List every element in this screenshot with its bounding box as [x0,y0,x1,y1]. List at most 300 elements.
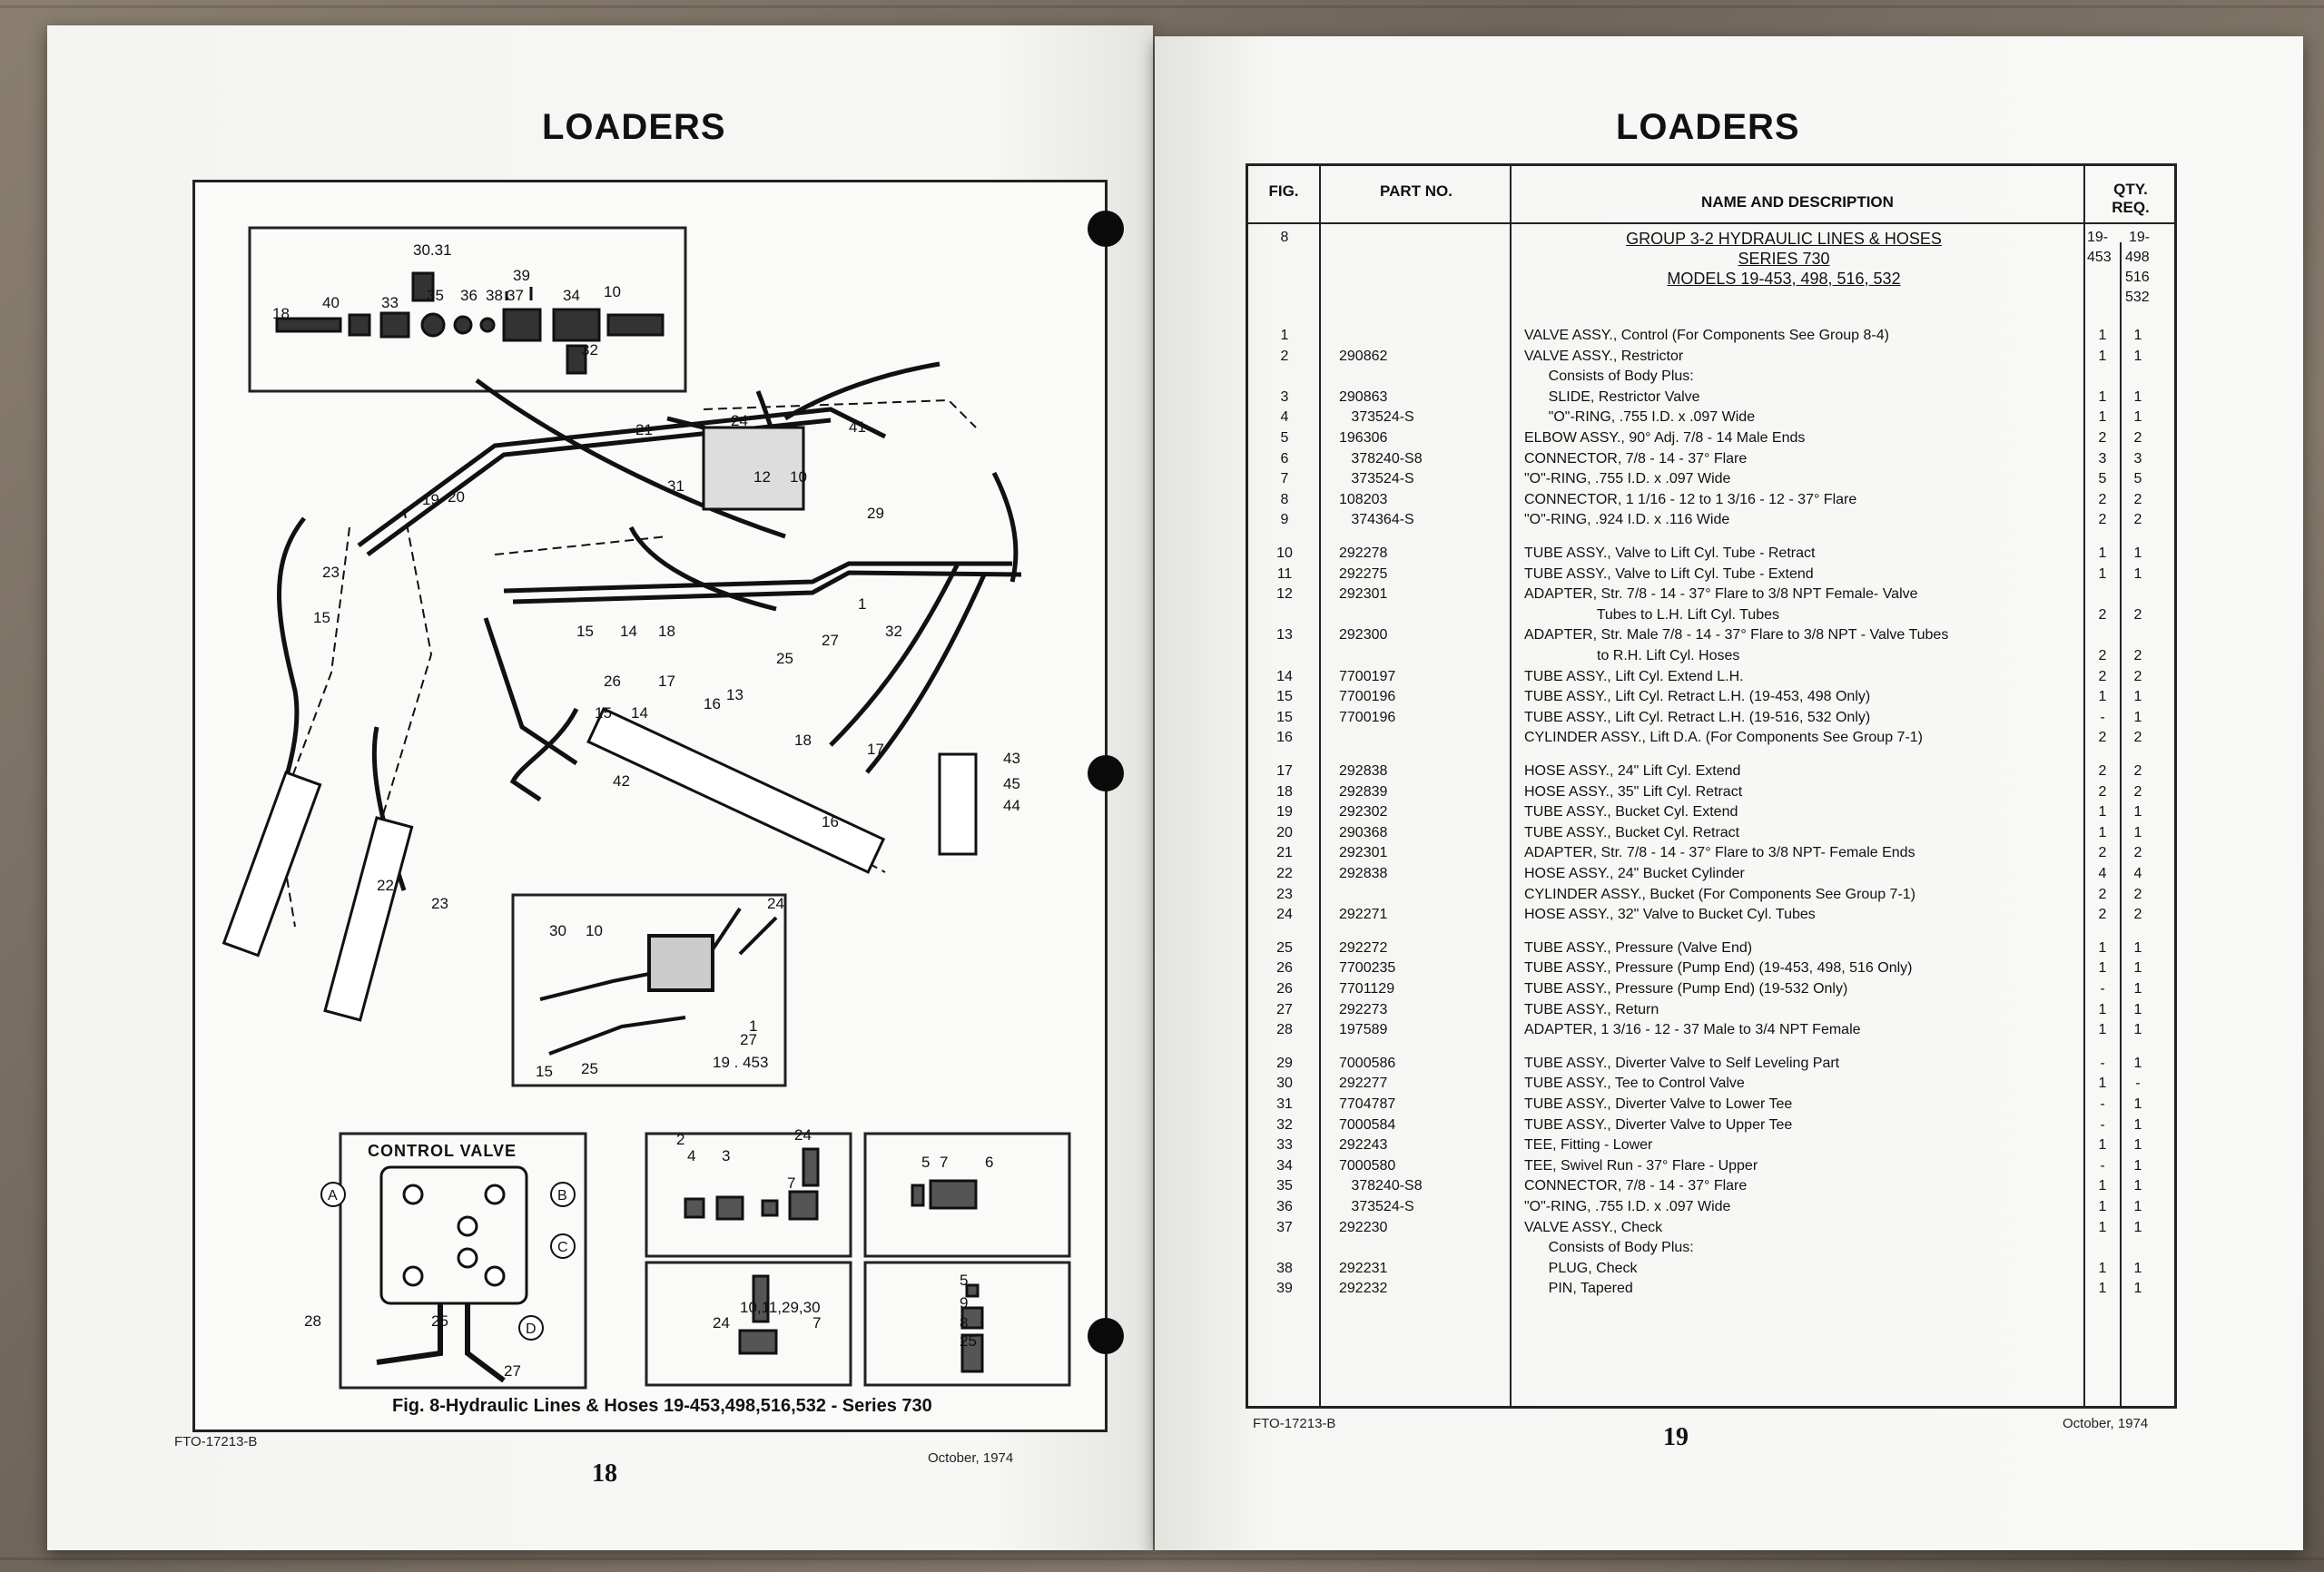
diagram-callout: 23 [431,895,448,912]
row-qty-453: - [2100,709,2105,725]
table-row [1248,1178,2174,1198]
row-part-no: 292301 [1339,586,1388,603]
control-valve-label: CONTROL VALVE [368,1142,517,1160]
row-fig: 15 [1276,689,1293,705]
row-description: HOSE ASSY., 24" Bucket Cylinder [1524,866,1745,881]
row-description: PLUG, Check [1524,1260,1638,1276]
row-qty-453: 2 [2098,763,2107,779]
row-description: ADAPTER, Str. Male 7/8 - 14 - 37° Flare to 3/8 NPT - Valve Tubes [1524,627,1949,644]
row-fig: 22 [1276,866,1293,881]
row-fig: 21 [1276,845,1293,861]
diagram-callout: 33 [381,294,399,311]
hydraulic-hoses [259,364,1021,890]
header-req: REQ. [2112,199,2150,216]
table-row [1248,1281,2174,1301]
row-description: to R.H. Lift Cyl. Hoses [1524,648,1740,663]
row-description: ADAPTER, Str. 7/8 - 14 - 37° Flare to 3/8 NPT- Female Ends [1524,845,1915,861]
row-part-no: 292232 [1339,1281,1388,1297]
group-title: GROUP 3-2 HYDRAULIC LINES & HOSES [1626,230,1942,248]
row-fig: 6 [1280,450,1289,467]
row-description: TUBE ASSY., Lift Cyl. Retract L.H. (19-453, 498 Only) [1524,689,1871,705]
diagram-callout: 34 [563,287,580,304]
row-part-no: 292230 [1339,1219,1388,1235]
table-row [1248,1056,2174,1076]
row-qty-453: - [2100,1055,2105,1071]
left-footer-date: October, 1974 [928,1450,1014,1466]
table-row [1248,907,2174,927]
row-qty-498: 3 [2133,450,2142,467]
row-qty-498: 1 [2133,1219,2142,1235]
row-fig: 26 [1276,981,1293,997]
diagram-callout: 14 [620,623,637,640]
row-description: TUBE ASSY., Tee to Control Valve [1524,1076,1745,1092]
diagram-callout: 1 [749,1017,758,1035]
row-part-no: 373524-S [1339,409,1414,426]
row-description: TUBE ASSY., Bucket Cyl. Retract [1524,824,1740,840]
row-qty-453: 1 [2098,804,2107,820]
row-part-no: 290368 [1339,824,1388,840]
diagram-callout: 15 [536,1063,553,1080]
qty-col2-498: 498 [2125,250,2150,265]
diagram-callout: 7 [940,1154,949,1171]
row-description: TUBE ASSY., Lift Cyl. Retract L.H. (19-516, 532 Only) [1524,709,1871,725]
left-page-number: 18 [592,1459,617,1488]
row-qty-498: 5 [2133,471,2142,487]
row-part-no: 7700196 [1339,709,1396,725]
row-description: Consists of Body Plus: [1524,368,1694,385]
row-qty-498: 2 [2133,730,2142,746]
row-fig: 23 [1276,886,1293,902]
diagram-callout: 24 [767,895,784,912]
row-description: HOSE ASSY., 24" Lift Cyl. Extend [1524,763,1741,779]
diagram-callout: 5 [921,1154,931,1171]
row-qty-498: 1 [2133,1137,2142,1154]
row-part-no: 197589 [1339,1022,1388,1038]
row-fig: 11 [1276,565,1293,582]
row-qty-498: 1 [2133,1116,2142,1133]
diagram-callout: 10 [586,922,603,939]
figure-caption: Fig. 8-Hydraulic Lines & Hoses 19-453,498,516,532 - Series 730 [392,1396,932,1416]
row-fig: 15 [1276,709,1293,725]
row-description: TUBE ASSY., Diverter Valve to Self Leveling Part [1524,1055,1840,1071]
row-part-no: 373524-S [1339,471,1414,487]
row-fig: 13 [1276,627,1293,644]
row-qty-453: 1 [2098,1076,2107,1092]
row-part-no: 292277 [1339,1076,1388,1092]
row-qty-453: 2 [2098,512,2107,528]
row-qty-498: 1 [2133,804,2142,820]
row-fig: 14 [1276,668,1293,684]
table-row [1248,512,2174,532]
row-description: TEE, Fitting - Lower [1524,1137,1653,1154]
table-row [1248,804,2174,824]
binding-hole [1088,1318,1124,1354]
row-part-no: 7701129 [1339,981,1395,997]
row-qty-498: 1 [2133,409,2142,426]
row-description: CONNECTOR, 1 1/16 - 12 to 1 3/16 - 12 - 37° Flare [1524,491,1857,507]
row-qty-498: 2 [2133,907,2142,923]
row-qty-453: 2 [2098,606,2107,623]
diagram-callout: 9 [960,1294,969,1312]
row-qty-498: 1 [2133,1157,2142,1174]
header-part-no: PART NO. [1380,182,1452,200]
right-page-number: 19 [1663,1423,1689,1451]
row-fig: 28 [1276,1022,1293,1038]
table-row [1248,1137,2174,1157]
row-description: HOSE ASSY., 35" Lift Cyl. Retract [1524,783,1743,800]
row-part-no: 290862 [1339,348,1388,364]
table-row [1248,825,2174,845]
diagram-callout: 27 [822,632,839,649]
row-description: SLIDE, Restrictor Valve [1524,388,1700,405]
row-description: TUBE ASSY., Pressure (Pump End) (19-453, 498, 516 Only) [1524,960,1913,977]
row-part-no: 292243 [1339,1137,1388,1154]
row-description: TEE, Swivel Run - 37° Flare - Upper [1524,1157,1758,1174]
row-qty-453: - [2100,1116,2105,1133]
row-qty-498: 4 [2133,866,2142,881]
diagram-callout: 16 [704,695,721,712]
row-qty-453: 2 [2098,907,2107,923]
row-fig: 4 [1280,409,1289,426]
row-fig: 19 [1276,804,1293,820]
hydraulic-lines-diagram [195,182,1110,1435]
row-description: "O"-RING, .755 I.D. x .097 Wide [1524,1199,1731,1214]
diagram-callout: 18 [794,732,812,749]
row-fig: 18 [1276,783,1293,800]
row-qty-453: - [2100,1096,2105,1112]
row-qty-453: 2 [2098,845,2107,861]
row-fig: 12 [1276,586,1293,603]
row-qty-453: 1 [2098,1281,2107,1297]
row-description: CONNECTOR, 7/8 - 14 - 37° Flare [1524,450,1748,467]
row-qty-498: 2 [2133,763,2142,779]
table-row [1248,586,2174,606]
diagram-callout: 12 [753,468,771,486]
row-qty-453: 1 [2098,1137,2107,1154]
detail-box-a [646,1134,851,1256]
row-description: "O"-RING, .924 I.D. x .116 Wide [1524,512,1730,528]
hydraulic-diagram-frame [192,180,1108,1432]
row-qty-498: 1 [2133,960,2142,977]
table-row [1248,784,2174,804]
header-qty: QTY. [2113,181,2148,198]
diagram-callout: 10 [604,283,621,300]
row-part-no: 108203 [1339,491,1388,507]
diagram-callout: 5 [960,1272,969,1289]
row-qty-498: 1 [2133,1001,2142,1017]
row-fig: 38 [1276,1260,1293,1276]
row-description: TUBE ASSY., Valve to Lift Cyl. Tube - Retract [1524,545,1816,561]
diagram-callout: 21 [635,421,653,438]
row-fig: 2 [1280,348,1289,364]
diagram-callout: 25 [776,650,793,667]
row-qty-498: 2 [2133,845,2142,861]
diagram-callout: 10 [790,468,807,486]
row-part-no: 7700235 [1339,960,1396,977]
row-qty-498: 1 [2133,388,2142,405]
row-part-no: 7700197 [1339,668,1396,684]
row-part-no: 7000580 [1339,1157,1396,1174]
table-row [1248,730,2174,750]
row-qty-498: 1 [2133,1022,2142,1038]
row-part-no: 292839 [1339,783,1388,800]
diagram-callout: 14 [631,704,648,722]
row-description: PIN, Tapered [1524,1281,1633,1297]
detail-letter-b: B [557,1188,567,1204]
row-qty-498: 2 [2133,512,2142,528]
table-row [1248,1096,2174,1116]
row-part-no: 292272 [1339,939,1388,956]
table-row [1248,866,2174,886]
table-row [1248,451,2174,471]
detail-letter-d: D [526,1321,537,1337]
detail-letter-a: A [328,1188,338,1204]
row-qty-498: 2 [2133,648,2142,663]
row-qty-498: 1 [2133,348,2142,364]
row-fig: 36 [1276,1199,1293,1214]
row-qty-498: 1 [2133,328,2142,343]
diagram-callout: 45 [1003,775,1020,792]
diagram-callout: 17 [867,741,884,758]
diagram-callout: 13 [726,686,743,703]
table-row [1248,328,2174,348]
diagram-callout: 30.31 [413,241,452,259]
table-row [1248,1199,2174,1219]
row-description: CYLINDER ASSY., Bucket (For Components See Group 7-1) [1524,886,1916,902]
row-fig: 7 [1280,471,1289,487]
row-description: Consists of Body Plus: [1524,1240,1694,1256]
diagram-callout: 1 [858,595,867,613]
diagram-callout: 41 [849,418,866,436]
table-row [1248,430,2174,450]
diagram-callout: 7 [787,1174,796,1192]
row-fig: 26 [1276,960,1293,977]
row-description: TUBE ASSY., Valve to Lift Cyl. Tube - Extend [1524,565,1814,582]
inset-label: 19 . 453 [713,1054,769,1071]
row-description: "O"-RING, .755 I.D. x .097 Wide [1524,409,1756,426]
row-description: TUBE ASSY., Diverter Valve to Lower Tee [1524,1096,1793,1112]
diagram-callout: 22 [377,877,394,894]
row-part-no: 292838 [1339,866,1388,881]
table-row [1248,981,2174,1001]
left-page-title: LOADERS [542,107,726,147]
row-fig: 1 [1280,328,1289,343]
row-qty-498: 1 [2133,981,2142,997]
row-qty-453: 1 [2098,545,2107,561]
row-description: ADAPTER, Str. 7/8 - 14 - 37° Flare to 3/8 NPT Female- Valve [1524,586,1918,603]
diagram-callout: 6 [985,1154,994,1171]
row-qty-498: 2 [2133,430,2142,446]
table-row [1248,1002,2174,1022]
row-description: Tubes to L.H. Lift Cyl. Tubes [1524,606,1779,623]
row-fig: 35 [1276,1178,1293,1194]
right-page [1155,36,2303,1550]
table-row [1248,689,2174,709]
diagram-callout: 43 [1003,750,1020,767]
row-qty-498: 1 [2133,689,2142,705]
row-fig: 16 [1276,730,1293,746]
table-row [1248,471,2174,491]
row-fig: 29 [1276,1055,1293,1071]
diagram-callout: 37 [507,287,524,304]
table-row [1248,648,2174,668]
table-row [1248,940,2174,960]
row-part-no: 292271 [1339,907,1388,923]
row-fig: 27 [1276,1001,1293,1017]
row-qty-498: 1 [2133,1096,2142,1112]
diagram-callout: 35 [427,287,444,304]
table-row [1248,627,2174,647]
row-qty-453: 5 [2098,471,2107,487]
diagram-callout: 8 [960,1314,969,1331]
diagram-callout: 24 [731,412,748,429]
row-qty-498: 1 [2133,565,2142,582]
diagram-callout: 29 [867,505,884,522]
diagram-callout: 25 [960,1332,977,1350]
diagram-callout: 27 [504,1362,521,1380]
table-row [1248,887,2174,907]
diagram-callout: 38 [486,287,503,304]
row-qty-453: - [2100,981,2105,997]
table-row [1248,492,2174,512]
diagram-callout: 10,11,29,30 [740,1299,821,1316]
row-qty-453: 1 [2098,348,2107,364]
row-description: TUBE ASSY., Lift Cyl. Extend L.H. [1524,668,1744,684]
row-qty-453: 1 [2098,1022,2107,1038]
row-qty-498: 1 [2133,709,2142,725]
table-row [1248,607,2174,627]
row-part-no: 292273 [1339,1001,1388,1017]
table-row [1248,409,2174,429]
fittings-inset-box [250,228,685,391]
qty-col1-top: 19- [2087,230,2109,245]
row-part-no: 7704787 [1339,1096,1396,1112]
row-part-no: 290863 [1339,388,1388,405]
row-description: TUBE ASSY., Diverter Valve to Upper Tee [1524,1116,1793,1133]
row-part-no: 7000584 [1339,1116,1396,1133]
detail-letter-c: C [557,1240,568,1255]
row-description: VALVE ASSY., Restrictor [1524,348,1684,364]
row-part-no: 7000586 [1339,1055,1396,1071]
diagram-callout: 30 [549,922,566,939]
row-description: ADAPTER, 1 3/16 - 12 - 37 Male to 3/4 NPT Female [1524,1022,1861,1038]
row-fig: 8 [1280,491,1289,507]
diagram-callout: 28 [304,1312,321,1330]
row-part-no: 292302 [1339,804,1388,820]
table-row [1248,1240,2174,1260]
diagram-callout: 42 [613,772,630,790]
row-qty-453: 1 [2098,1178,2107,1194]
diagram-callout: 2 [676,1131,685,1148]
left-page [47,25,1153,1550]
row-qty-498: 1 [2133,545,2142,561]
diagram-callout: 24 [794,1126,812,1144]
row-qty-453: 3 [2098,450,2107,467]
binding-hole [1088,755,1124,791]
diagram-callout: 26 [604,673,621,690]
table-row [1248,368,2174,388]
row-qty-453: 1 [2098,960,2107,977]
table-row [1248,1117,2174,1137]
qty-col2-top: 19- [2129,230,2151,245]
row-part-no: 374364-S [1339,512,1414,528]
table-row [1248,845,2174,865]
group-fig: 8 [1280,230,1289,245]
row-qty-453: 1 [2098,1001,2107,1017]
row-qty-453: 2 [2098,491,2107,507]
diagram-callout: 15 [313,609,330,626]
diagram-callout: 25 [431,1312,448,1330]
row-description: TUBE ASSY., Pressure (Pump End) (19-532 Only) [1524,981,1848,997]
row-qty-498: 1 [2133,1281,2142,1297]
row-part-no: 373524-S [1339,1199,1414,1214]
table-row [1248,1076,2174,1095]
row-qty-453: 1 [2098,1219,2107,1235]
row-part-no: 292231 [1339,1260,1388,1276]
row-qty-453: 2 [2098,783,2107,800]
row-qty-498: 2 [2133,668,2142,684]
table-row [1248,349,2174,368]
row-qty-453: 4 [2098,866,2107,881]
row-description: HOSE ASSY., 32" Valve to Bucket Cyl. Tubes [1524,907,1816,923]
row-qty-498: 2 [2133,491,2142,507]
row-qty-453: 2 [2098,648,2107,663]
diagram-callout: 40 [322,294,340,311]
right-footer-code: FTO-17213-B [1253,1416,1336,1431]
row-qty-498: 2 [2133,606,2142,623]
header-fig: FIG. [1268,182,1299,200]
row-qty-453: 2 [2098,668,2107,684]
table-row [1248,1261,2174,1281]
diagram-callout: 32 [581,341,598,359]
table-row [1248,669,2174,689]
row-fig: 25 [1276,939,1293,956]
row-qty-453: 2 [2098,886,2107,902]
diagram-callout: 15 [576,623,594,640]
diagram-callout: 4 [687,1147,696,1164]
row-qty-453: 1 [2098,939,2107,956]
row-description: CYLINDER ASSY., Lift D.A. (For Components See Group 7-1) [1524,730,1923,746]
row-qty-453: 1 [2098,409,2107,426]
row-description: TUBE ASSY., Return [1524,1001,1659,1017]
row-part-no: 292300 [1339,627,1388,644]
row-fig: 20 [1276,824,1293,840]
diagram-callout: 31 [667,477,684,495]
table-row [1248,1022,2174,1042]
row-fig: 17 [1276,763,1293,779]
row-qty-453: 1 [2098,1199,2107,1214]
header-name-description: NAME AND DESCRIPTION [1701,193,1894,211]
row-part-no: 292301 [1339,845,1388,861]
row-qty-453: 1 [2098,328,2107,343]
row-description: VALVE ASSY., Control (For Components See Group 8-4) [1524,328,1889,343]
row-qty-498: 2 [2133,886,2142,902]
row-fig: 3 [1280,388,1289,405]
diagram-callout: 25 [581,1060,598,1077]
diagram-callout: 23 [322,564,340,581]
row-part-no: 292838 [1339,763,1388,779]
parts-table [1246,163,2177,1409]
table-row [1248,566,2174,586]
row-qty-453: 2 [2098,730,2107,746]
table-row [1248,763,2174,783]
row-fig: 31 [1276,1096,1293,1112]
row-qty-498: 1 [2133,1260,2142,1276]
row-qty-498: 1 [2133,1199,2142,1214]
row-part-no: 378240-S8 [1339,450,1423,467]
row-part-no: 378240-S8 [1339,1178,1423,1194]
right-footer-date: October, 1974 [2063,1416,2149,1431]
